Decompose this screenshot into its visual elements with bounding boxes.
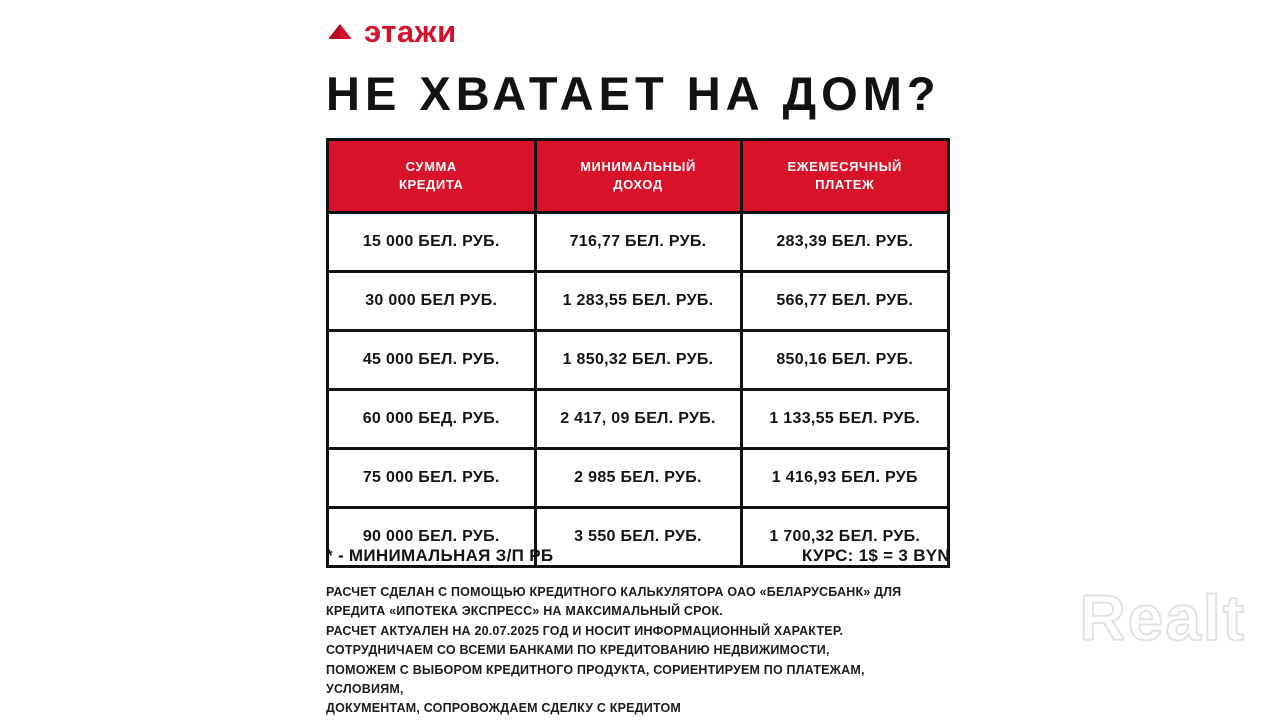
cell-credit-sum: 60 000 БЕД. РУБ. [329,390,535,449]
credit-table-container [326,138,950,568]
cell-credit-sum: 90 000 БЕЛ. РУБ. [329,508,535,566]
cell-credit-sum: 30 000 БЕЛ РУБ. [329,272,535,331]
table-row [329,272,947,331]
cell-monthly-payment: 1 133,55 БЕЛ. РУБ. [741,390,947,449]
column-header-credit-sum: СУММА КРЕДИТА [329,141,535,213]
column-header-min-income: МИНИМАЛЬНЫЙ ДОХОД [535,141,741,213]
table-row [329,331,947,390]
cell-min-income: 1 283,55 БЕЛ. РУБ. [535,272,741,331]
disclaimer-line: РАСЧЕТ АКТУАЛЕН НА 20.07.2025 ГОД И НОСИТ ИНФОРМАЦИОННЫЙ ХАРАКТЕР. [326,623,844,638]
table-footnotes [326,546,950,566]
page-title: НЕ ХВАТАЕТ НА ДОМ? [326,67,941,120]
brand-name: этажи [364,14,457,49]
cell-monthly-payment: 1 700,32 БЕЛ. РУБ. [741,508,947,566]
cell-monthly-payment: 283,39 БЕЛ. РУБ. [741,213,947,272]
disclaimer-line: РАСЧЕТ СДЕЛАН С ПОМОЩЬЮ КРЕДИТНОГО КАЛЬКУЛЯТОРА ОАО «БЕЛАРУСБАНК» ДЛЯ [326,585,902,599]
footnote-min-salary: * - МИНИМАЛЬНАЯ З/П РБ [326,546,554,565]
credit-table [329,141,947,565]
cell-credit-sum: 15 000 БЕЛ. РУБ. [329,213,535,272]
disclaimer-line: УСЛОВИЯМ, [326,681,404,696]
cell-credit-sum: 45 000 БЕЛ. РУБ. [329,331,535,390]
house-roof-icon [326,18,354,46]
disclaimer-text [326,583,946,719]
cell-min-income: 2 985 БЕЛ. РУБ. [535,449,741,508]
table-row [329,449,947,508]
table-header-row [329,141,947,213]
cell-monthly-payment: 1 416,93 БЕЛ. РУБ [741,449,947,508]
cell-min-income: 3 550 БЕЛ. РУБ. [535,508,741,566]
watermark-realt: Realt [1079,582,1246,654]
cell-monthly-payment: 566,77 БЕЛ. РУБ. [741,272,947,331]
cell-monthly-payment: 850,16 БЕЛ. РУБ. [741,331,947,390]
table-row [329,390,947,449]
cell-min-income: 2 417, 09 БЕЛ. РУБ. [535,390,741,449]
column-header-monthly-payment: ЕЖЕМЕСЯЧНЫЙ ПЛАТЕЖ [741,141,947,213]
disclaimer-line: ПОМОЖЕМ С ВЫБОРОМ КРЕДИТНОГО ПРОДУКТА, СОРИЕНТИРУЕМ ПО ПЛАТЕЖАМ, [326,662,865,677]
disclaimer-line: ДОКУМЕНТАМ, СОПРОВОЖДАЕМ СДЕЛКУ С КРЕДИТОМ [326,701,682,716]
cell-min-income: 716,77 БЕЛ. РУБ. [535,213,741,272]
footnote-exchange-rate: КУРС: 1$ = 3 BYN [801,546,950,565]
table-row [329,213,947,272]
cell-min-income: 1 850,32 БЕЛ. РУБ. [535,331,741,390]
disclaimer-line: СОТРУДНИЧАЕМ СО ВСЕМИ БАНКАМИ ПО КРЕДИТОВАНИЮ НЕДВИЖИМОСТИ, [326,643,830,658]
disclaimer-line: КРЕДИТА «ИПОТЕКА ЭКСПРЕСС» НА МАКСИМАЛЬНЫЙ СРОК. [326,604,723,619]
cell-credit-sum: 75 000 БЕЛ. РУБ. [329,449,535,508]
brand-logo [326,16,457,47]
table-body [329,213,947,566]
